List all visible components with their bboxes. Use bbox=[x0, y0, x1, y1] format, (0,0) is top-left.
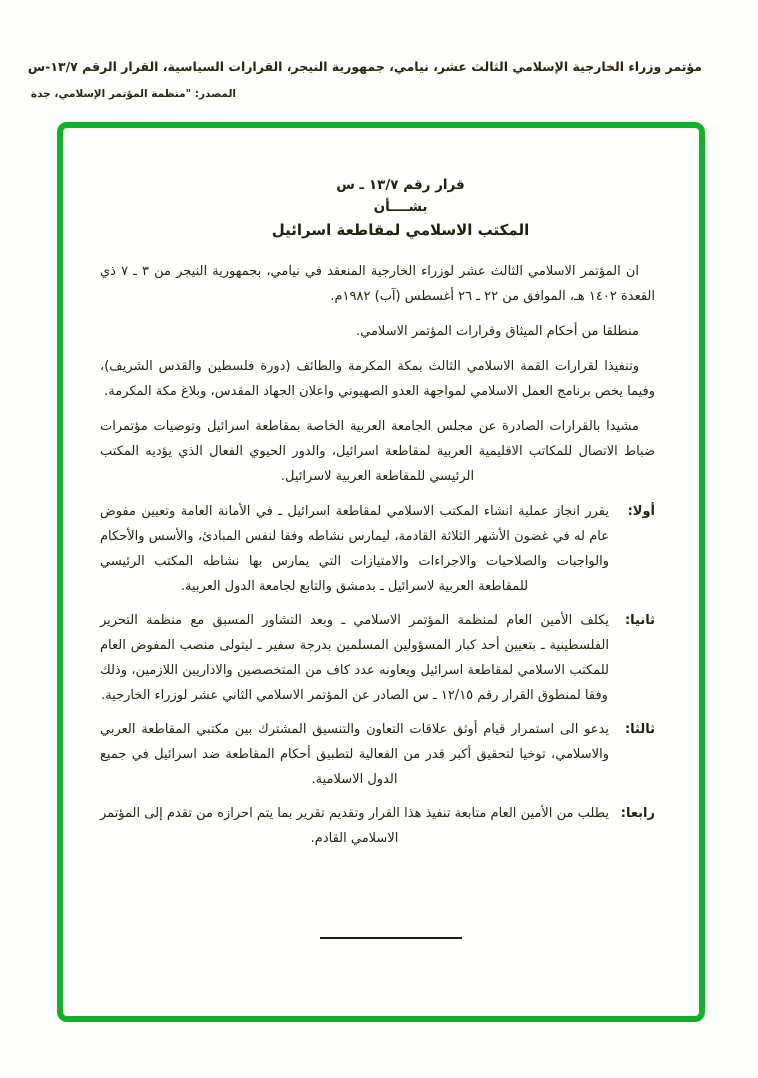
item-label: ثالثا: bbox=[624, 722, 655, 737]
item-text: يطلب من الأمين العام متابعة تنفيذ هذا القرار وتقديم تقرير بما يتم احرازه من تقدم إلى المؤتمر الاسلامي القادم. bbox=[100, 806, 609, 846]
header-citation-line: مؤتمر وزراء الخارجية الإسلامي الثالث عشر، نيامي، جمهورية النيجر، القرارات السياسية، القرار الرقم ١٣/٧-س bbox=[27, 59, 702, 74]
preamble-paragraph: منطلقا من أحكام الميثاق وقرارات المؤتمر الاسلامي. bbox=[356, 324, 639, 339]
resolution-item bbox=[100, 608, 655, 708]
resolution-item bbox=[100, 801, 655, 851]
item-text: يقرر انجاز عملية انشاء المكتب الاسلامي لمقاطعة اسرائيل ـ في الأمانة العامة وتعيين مفوض عام له في غضون الأشهر الثلاثة القادمة، ليمارس نشاطه وفقا لنفس المبادئ، والأسس والأحكام والواجبات والصلاحيات والاجراءات والامتيازات التي يمارس بها نشاطه المكتب الرئيسي للمقاطعة العربية لاسرائيل ـ بدمشق والتابع لجامعة الدول العربية. bbox=[100, 504, 609, 594]
item-text: يدعو الى استمرار قيام أوثق علاقات التعاون والتنسيق المشترك بين مكتبي المقاطعة العربي والاسلامي، توخيا لتحقيق أكبر قدر من الفعالية لتطبيق أحكام المقاطعة ضد اسرائيل في جميع الدول الاسلامية. bbox=[100, 722, 609, 787]
item-label: رابعا: bbox=[620, 806, 655, 821]
title-regarding: بشــــأن bbox=[373, 199, 428, 215]
item-text: يكلف الأمين العام لمنظمة المؤتمر الاسلامي ـ وبعد التشاور المسبق مع منظمة التحرير الفلسطينية ـ بتعيين أحد كبار المسؤولين المسلمين بدرجة سفير ـ ليتولى منصب المفوض العام للمكتب الاسلامي لمقاطعة اسرائيل ويعاونه عدد كاف من المتخصصين والاداريين اللازمين، وذلك وفقا لمنطوق القرار رقم ١٢/١٥ ـ س الصادر عن المؤتمر الاسلامي الثاني عشر لوزراء الخارجية. bbox=[100, 613, 609, 703]
document-title-block bbox=[100, 174, 655, 242]
resolution-item bbox=[100, 499, 655, 599]
item-label: ثانيا: bbox=[624, 613, 655, 628]
closing-rule bbox=[320, 937, 462, 939]
resolution-item bbox=[100, 717, 655, 792]
document-body bbox=[63, 128, 699, 851]
document-scan-frame bbox=[57, 122, 705, 1022]
item-label: أولا: bbox=[627, 504, 655, 519]
preamble-paragraph: وتنفيذا لقرارات القمة الاسلامي الثالث بمكة المكرمة والطائف (دورة فلسطين والقدس الشريف)، وفيما يخص برنامج العمل الاسلامي لمواجهة العدو الصهيوني واعلان الجهاد المقدس، وبلاغ مكة المكرمة. bbox=[100, 359, 655, 399]
title-subject: المكتب الاسلامي لمقاطعة اسرائيل bbox=[271, 221, 530, 239]
header-source-line: المصدر: "منظمة المؤتمر الإسلامي، جدة bbox=[30, 88, 236, 100]
preamble-paragraph: مشيدا بالقرارات الصادرة عن مجلس الجامعة العربية الخاصة بمقاطعة اسرائيل وتوصيات مؤتمرات ضباط الاتصال للمكاتب الاقليمية العربية لمقاطعة اسرائيل، والدور الحيوي الفعال الذي يؤديه المكتب الرئيسي للمقاطعة العربية لاسرائيل. bbox=[100, 419, 655, 484]
title-decree-number: قرار رقم ١٣/٧ ـ س bbox=[336, 177, 465, 193]
preamble-paragraph: ان المؤتمر الاسلامي الثالث عشر لوزراء الخارجية المنعقد في نيامي، بجمهورية النيجر من ٣ ـ ٧ ذي القعدة ١٤٠٢ هـ، الموافق من ٢٢ ـ ٢٦ أغسطس (آب) ١٩٨٢م. bbox=[100, 264, 655, 304]
